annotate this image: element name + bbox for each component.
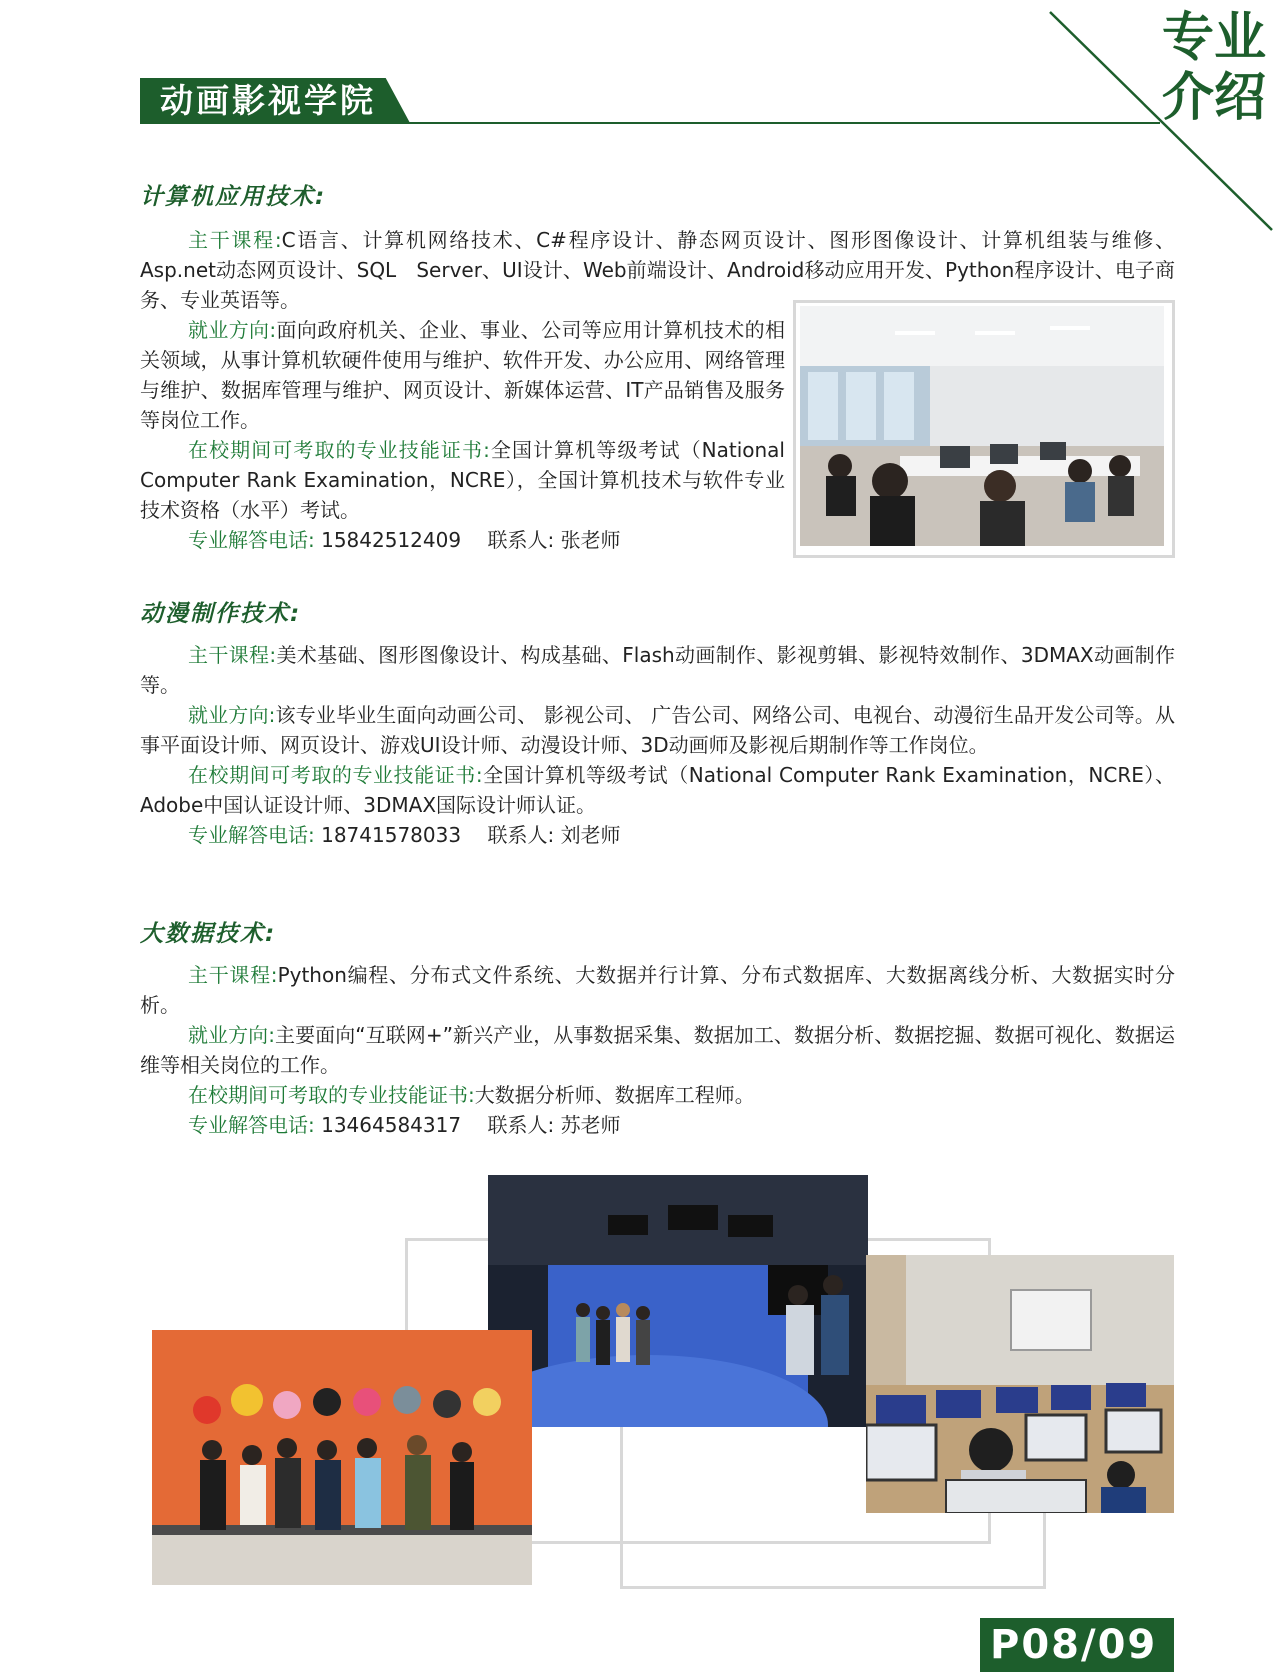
course-paragraph — [140, 640, 1175, 700]
contact-name: 苏老师 — [560, 1113, 621, 1137]
cert-paragraph — [140, 760, 1175, 820]
section-title-bigdata: 大数据技术: — [140, 921, 277, 947]
course-text: C语言、计算机网络技术、C#程序设计、静态网页设计、图形图像设计、计算机组装与维修、Asp.net动态网页设计、SQL Server、UI设计、Web前端设计、Android移动应用开发、Python程序设计、电子商务、专业英语等。 — [140, 228, 1175, 312]
cert-text: 全国计算机等级考试（National Computer Rank Examination，NCRE），全国计算机技术与软件专业技术资格（水平）考试。 — [140, 438, 785, 522]
career-label: 就业方向: — [188, 703, 276, 727]
career-text: 面向政府机关、企业、事业、公司等应用计算机技术的相关领域，从事计算机软硬件使用与维护、软件开发、办公应用、网络管理与维护、数据库管理与维护、网页设计、新媒体运营、IT产品销售及服务等岗位工作。 — [140, 318, 785, 432]
corner-title — [1162, 8, 1272, 128]
studio-photo — [488, 1175, 868, 1427]
corner-diagonal-line — [0, 0, 1279, 260]
computer-lab-photo — [866, 1255, 1174, 1513]
college-title: 动画影视学院 — [160, 81, 376, 120]
contact-label: 联系人: — [487, 823, 555, 847]
career-label: 就业方向: — [188, 318, 277, 342]
phone-label: 专业解答电话: — [188, 528, 315, 552]
corner-title-line2: 介绍 — [1162, 67, 1267, 128]
course-label: 主干课程: — [188, 963, 278, 987]
classroom-photo — [800, 306, 1164, 546]
section-computer-details — [140, 315, 785, 555]
section-animation-details — [140, 640, 1175, 850]
career-label: 就业方向: — [188, 1023, 275, 1047]
cert-paragraph — [140, 1080, 1175, 1110]
course-label: 主干课程: — [188, 228, 282, 252]
phone-paragraph — [140, 820, 1175, 850]
phone-label: 专业解答电话: — [188, 1113, 315, 1137]
phone-number: 13464584317 — [321, 1113, 462, 1137]
course-paragraph — [140, 960, 1175, 1020]
contact-name: 刘老师 — [560, 823, 621, 847]
cert-label: 在校期间可考取的专业技能证书: — [188, 1083, 475, 1107]
mural-photo — [152, 1330, 532, 1585]
course-text: Python编程、分布式文件系统、大数据并行计算、分布式数据库、大数据离线分析、大数据实时分析。 — [140, 963, 1175, 1017]
page-number: P08/09 — [990, 1622, 1158, 1668]
cert-paragraph — [140, 435, 785, 525]
section-title-computer: 计算机应用技术: — [140, 184, 327, 210]
phone-number: 18741578033 — [321, 823, 462, 847]
cert-text: 全国计算机等级考试（National Computer Rank Examination，NCRE）、Adobe中国认证设计师、3DMAX国际设计师认证。 — [140, 763, 1175, 817]
career-paragraph — [140, 700, 1175, 760]
phone-label: 专业解答电话: — [188, 823, 315, 847]
corner-title-line1: 专业 — [1162, 7, 1267, 68]
career-text: 该专业毕业生面向动画公司、 影视公司、 广告公司、网络公司、电视台、动漫衍生品开发公司等。从事平面设计师、网页设计、游戏UI设计师、动漫设计师、3D动画师及影视后期制作等工作岗位。 — [140, 703, 1175, 757]
section-bigdata-details — [140, 960, 1175, 1140]
phone-paragraph — [140, 525, 785, 555]
career-paragraph — [140, 315, 785, 435]
phone-number: 15842512409 — [321, 528, 462, 552]
course-text: 美术基础、图形图像设计、构成基础、Flash动画制作、影视剪辑、影视特效制作、3DMAX动画制作等。 — [140, 643, 1175, 697]
contact-label: 联系人: — [487, 528, 555, 552]
section-title-animation: 动漫制作技术: — [140, 601, 302, 627]
career-text: 主要面向“互联网+”新兴产业，从事数据采集、数据加工、数据分析、数据挖掘、数据可视化、数据运维等相关岗位的工作。 — [140, 1023, 1175, 1077]
cert-text: 大数据分析师、数据库工程师。 — [474, 1083, 755, 1107]
cert-label: 在校期间可考取的专业技能证书: — [188, 763, 483, 787]
career-paragraph — [140, 1020, 1175, 1080]
course-label: 主干课程: — [188, 643, 277, 667]
phone-paragraph — [140, 1110, 1175, 1140]
contact-label: 联系人: — [487, 1113, 555, 1137]
cert-label: 在校期间可考取的专业技能证书: — [188, 438, 490, 462]
contact-name: 张老师 — [560, 528, 621, 552]
